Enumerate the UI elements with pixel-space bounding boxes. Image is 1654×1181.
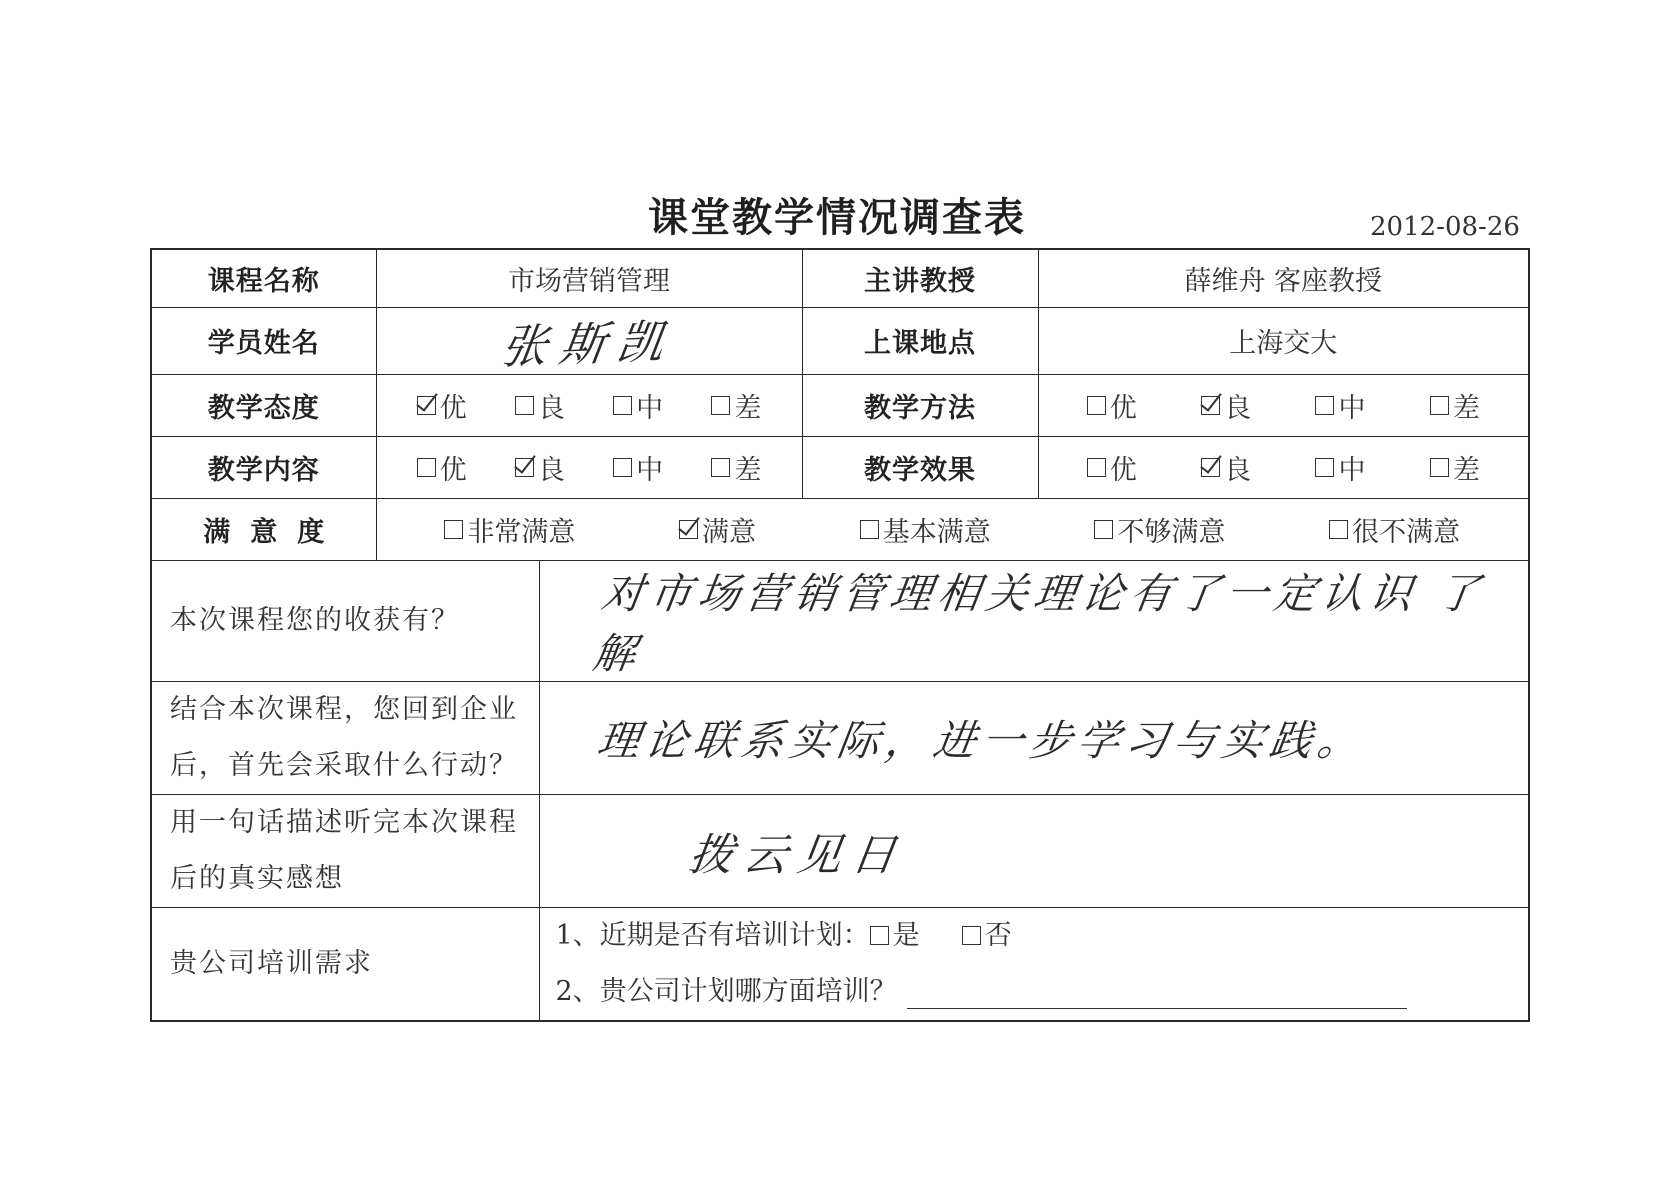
form-date: 2012-08-26 [1370, 212, 1520, 242]
checkbox-icon[interactable] [1430, 458, 1449, 477]
survey-table [150, 248, 1530, 1022]
effect-option[interactable]: 中 [1315, 448, 1365, 487]
student-name-handwriting: 张斯凯 [497, 313, 680, 374]
q1-answer-handwriting: 对市场营销管理相关理论有了一定认识 了解 [589, 568, 1489, 678]
content-options-cell [376, 436, 802, 498]
row-q2 [151, 681, 1529, 794]
checkbox-icon[interactable] [711, 458, 730, 477]
satisfaction-option[interactable]: 很不满意 [1329, 510, 1460, 549]
checkbox-icon[interactable] [870, 926, 889, 945]
course-name-label: 课程名称 [151, 249, 376, 307]
training-cell [539, 907, 1529, 1021]
q2-label-line2: 后，首先会采取什么行动？ [170, 749, 518, 781]
checkbox-icon[interactable] [679, 520, 698, 539]
q3-answer-handwriting: 拨云见日 [685, 829, 909, 881]
effect-options-cell [1038, 436, 1529, 498]
row-attitude-method [151, 374, 1529, 436]
content-option[interactable]: 差 [711, 448, 761, 487]
student-name-field[interactable] [376, 307, 802, 374]
location-value: 上海交大 [1038, 307, 1529, 374]
method-options-cell [1038, 374, 1529, 436]
checkbox-icon[interactable] [1329, 520, 1348, 539]
checkbox-icon[interactable] [1094, 520, 1113, 539]
training-area-question: 2、贵公司计划哪方面培训？ [555, 975, 897, 1007]
training-area-input[interactable] [907, 974, 1407, 1009]
student-name-label: 学员姓名 [151, 307, 376, 374]
effect-option[interactable]: 良 [1201, 448, 1251, 487]
content-option[interactable]: 良 [515, 448, 565, 487]
attitude-option[interactable]: 中 [613, 386, 663, 425]
effect-option[interactable]: 差 [1430, 448, 1480, 487]
row-q3 [151, 794, 1529, 907]
training-plan-line [556, 908, 1513, 964]
row-student [151, 307, 1529, 374]
form-title: 课堂教学情况调查表 [648, 195, 1026, 241]
checkbox-icon[interactable] [1315, 396, 1334, 415]
satisfaction-option[interactable]: 满意 [679, 510, 756, 549]
checkbox-icon[interactable] [444, 520, 463, 539]
q1-label: 本次课程您的收获有？ [151, 560, 539, 681]
satisfaction-option[interactable]: 基本满意 [860, 510, 991, 549]
q1-answer-field[interactable] [539, 560, 1529, 681]
attitude-option[interactable]: 优 [417, 386, 467, 425]
checkbox-icon[interactable] [1201, 396, 1220, 415]
method-option[interactable]: 优 [1087, 386, 1137, 425]
satisfaction-options-cell [376, 498, 1529, 560]
checkbox-icon[interactable] [613, 458, 632, 477]
satisfaction-option[interactable]: 非常满意 [444, 510, 575, 549]
effect-options [1039, 448, 1529, 487]
attitude-option[interactable]: 差 [711, 386, 761, 425]
q2-label [151, 681, 539, 794]
row-content-effect [151, 436, 1529, 498]
checkbox-icon[interactable] [1201, 458, 1220, 477]
q3-label [151, 794, 539, 907]
course-name-value: 市场营销管理 [376, 249, 802, 307]
checkbox-icon[interactable] [1087, 396, 1106, 415]
training-plan-question: 1、近期是否有培训计划： [555, 919, 870, 951]
checkbox-icon[interactable] [613, 396, 632, 415]
checkbox-icon[interactable] [417, 396, 436, 415]
checkbox-icon[interactable] [962, 926, 981, 945]
checkbox-icon[interactable] [1315, 458, 1334, 477]
method-option[interactable]: 差 [1430, 386, 1480, 425]
training-yes-option[interactable]: 是 [870, 908, 920, 964]
q3-label-line1: 用一句话描述听完本次课程 [170, 806, 518, 838]
checkbox-icon[interactable] [515, 458, 534, 477]
method-option[interactable]: 中 [1315, 386, 1365, 425]
q2-label-line1: 结合本次课程，您回到企业 [170, 693, 518, 725]
row-course [151, 249, 1529, 307]
satisfaction-options [377, 510, 1529, 549]
content-label: 教学内容 [151, 436, 376, 498]
attitude-label: 教学态度 [151, 374, 376, 436]
attitude-options-cell [376, 374, 802, 436]
training-area-line [556, 964, 1513, 1020]
attitude-options [377, 386, 802, 425]
checkbox-icon[interactable] [711, 396, 730, 415]
method-label: 教学方法 [802, 374, 1038, 436]
attitude-option[interactable]: 良 [515, 386, 565, 425]
method-option[interactable]: 良 [1201, 386, 1251, 425]
row-satisfaction [151, 498, 1529, 560]
checkbox-icon[interactable] [417, 458, 436, 477]
effect-label: 教学效果 [802, 436, 1038, 498]
q3-label-line2: 后的真实感想 [170, 862, 344, 894]
training-label: 贵公司培训需求 [151, 907, 539, 1021]
checkbox-icon[interactable] [1087, 458, 1106, 477]
location-label: 上课地点 [802, 307, 1038, 374]
content-option[interactable]: 优 [417, 448, 467, 487]
content-option[interactable]: 中 [613, 448, 663, 487]
row-q1 [151, 560, 1529, 681]
q3-answer-field[interactable] [539, 794, 1529, 907]
satisfaction-label: 满意度 [151, 498, 376, 560]
checkbox-icon[interactable] [515, 396, 534, 415]
q2-answer-field[interactable] [539, 681, 1529, 794]
method-options [1039, 386, 1529, 425]
checkbox-icon[interactable] [860, 520, 879, 539]
lecturer-value: 薛维舟 客座教授 [1038, 249, 1529, 307]
row-training [151, 907, 1529, 1021]
effect-option[interactable]: 优 [1087, 448, 1137, 487]
content-options [377, 448, 802, 487]
training-no-option[interactable]: 否 [962, 908, 1012, 964]
lecturer-label: 主讲教授 [802, 249, 1038, 307]
satisfaction-option[interactable]: 不够满意 [1094, 510, 1225, 549]
q2-answer-handwriting: 理论联系实际，进一步学习与实践。 [593, 715, 1369, 765]
checkbox-icon[interactable] [1430, 396, 1449, 415]
